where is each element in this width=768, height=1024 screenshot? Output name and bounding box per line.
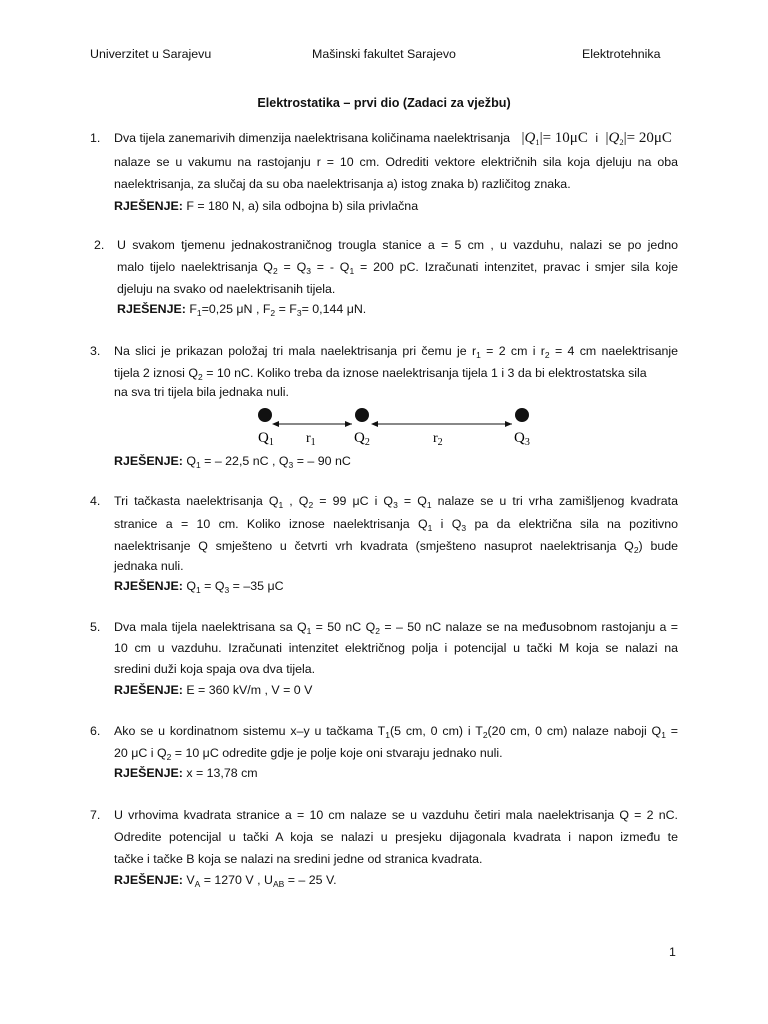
subscript: 1 <box>268 437 274 448</box>
problem-text: sredini duži koja spaja ova dva tijela. <box>114 662 316 676</box>
text-segment: = Q <box>397 494 427 508</box>
text-segment: ) bude <box>638 539 678 553</box>
text-segment: naelektrisanje Q smješteno u četvrti vrh kvadrata (smješteno nasuprot naelektrisanja Q <box>114 539 634 553</box>
subscript: 2 <box>437 437 443 448</box>
text-segment: = 200 pC. Izračunati intenzitet, pravac i smjer sila koje <box>354 260 678 274</box>
solution <box>114 575 284 597</box>
text-segment: = <box>665 724 678 738</box>
charge-q2-abs: $|Q_2|= 20\mu C$ <box>605 130 672 147</box>
label-text: r <box>433 431 438 446</box>
subscript: 1 <box>385 730 390 740</box>
solution-label: RJEŠENJE: <box>114 683 183 697</box>
page-title: Elektrostatika – prvi dio (Zadaci za vježbu) <box>257 96 511 110</box>
problem-text: Odredite potencijal u tački A koja se nalazi u presjeku dijagonala kvadrata i napon između te <box>114 830 678 844</box>
solution-text: F <box>185 302 197 316</box>
solution-label: RJEŠENJE: <box>114 454 183 468</box>
solution <box>114 869 337 891</box>
text-segment: , Q <box>283 494 309 508</box>
subscript: 2 <box>482 730 488 740</box>
problem-text: naelektrisanja, za slučaj da su oba naelektrisanja a) istog znaka b) različitog znaka. <box>114 177 571 191</box>
label-r1 <box>306 431 316 448</box>
text-segment: Na slici je prikazan položaj tri mala naelektrisanja pri čemu je r <box>114 344 477 358</box>
subscript: 1 <box>661 730 666 740</box>
subscript: 1 <box>306 626 312 636</box>
solution-text: = 0,144 μN. <box>301 302 367 316</box>
subscript: 2 <box>619 137 624 147</box>
solution-text: F = 180 N, a) sila odbojna b) sila privlačna <box>186 199 419 213</box>
solution-text: V <box>182 873 195 887</box>
text-segment: = 10 nC. Koliko treba da iznose naelektrisanja tijela 1 i 3 da bi elektrostatska sila <box>202 366 647 380</box>
problem-number: 7. <box>90 808 101 822</box>
subscript: 1 <box>535 137 540 147</box>
problem-text <box>114 340 678 362</box>
text-segment: stranice a = 10 cm. Koliko iznose naelektrisanja Q <box>114 517 428 531</box>
text-segment: = – 50 nC nalaze se na međusobnom rastojanju a = <box>380 620 678 634</box>
label-q1 <box>258 430 274 448</box>
problem-text: U svakom tjemenu jednakostraničnog trougla stanice a = 5 cm , u vazduhu, nalazi se po jedno <box>117 238 678 252</box>
solution-text: Q <box>182 454 196 468</box>
problem-text: U vrhovima kvadrata stranice a = 10 cm nalaze se u vazduhu četiri mala naelektrisanja Q = 2 nC. <box>114 808 678 822</box>
solution <box>114 195 418 217</box>
charge-value: = 20μC <box>626 130 672 146</box>
text-segment: = 50 nC Q <box>311 620 376 634</box>
problem-text <box>114 490 678 512</box>
subscript: 2 <box>272 266 278 276</box>
symbol-q: Q <box>608 130 620 146</box>
charges-figure <box>240 402 540 452</box>
label-text: Q <box>258 430 269 446</box>
text-segment: Dva tijela zanemarivih dimenzija naelektrisana količinama naelektrisanja <box>114 131 511 145</box>
text-segment: tijela 2 iznosi Q <box>114 366 199 380</box>
charge-q1-abs: $|Q_1|= 10\mu C$ <box>521 130 588 147</box>
problem-text: na sva tri tijela bila jednaka nuli. <box>114 385 289 399</box>
subscript: 3 <box>288 460 294 470</box>
solution-text: =0,25 μN , F <box>201 302 271 316</box>
problem-text <box>117 256 678 278</box>
text-segment: Ako se u kordinatnom sistemu x–y u tačkama T <box>114 724 386 738</box>
solution-text: = – 90 nC <box>293 454 351 468</box>
solution <box>117 298 366 320</box>
problem-text <box>114 720 678 742</box>
label-q3 <box>514 430 530 448</box>
text-segment: (20 cm, 0 cm) nalaze naboji Q <box>487 724 662 738</box>
charge-2-dot <box>355 408 369 422</box>
problem-number: 3. <box>90 344 101 358</box>
subscript: 2 <box>375 626 380 636</box>
text-segment: = 2 cm i r <box>480 344 545 358</box>
subscript: 2 <box>364 437 370 448</box>
subscript: 1 <box>349 266 355 276</box>
subscript: 1 <box>278 500 284 510</box>
subscript: A <box>194 879 201 889</box>
problem-number: 2. <box>94 238 105 252</box>
problem-text: djeluju na svako od naelektrisanih tijela. <box>117 282 336 296</box>
text-segment: = - Q <box>310 260 350 274</box>
solution <box>114 762 258 784</box>
problem-text <box>114 616 678 638</box>
subscript: 1 <box>196 308 202 318</box>
solution-text: = 1270 V , U <box>200 873 273 887</box>
solution-label: RJEŠENJE: <box>117 302 186 316</box>
charge-3-dot <box>515 408 529 422</box>
text-segment: = Q <box>277 260 307 274</box>
subscript: 1 <box>427 523 433 533</box>
text-segment: pa da električna sila na pozitivno <box>466 517 678 531</box>
subscript: 3 <box>524 437 530 448</box>
subscript: 1 <box>426 500 432 510</box>
header-subject: Elektrotehnika <box>582 47 661 61</box>
solution-text: x = 13,78 cm <box>182 766 258 780</box>
label-text: Q <box>354 430 365 446</box>
solution-text: = Q <box>200 579 225 593</box>
problem-text: nalaze se u vakumu na rastojanju r = 10 cm. Odrediti vektore električnih sila koja djeluju na oba <box>114 155 678 169</box>
solution-label: RJEŠENJE: <box>114 766 183 780</box>
header-faculty: Mašinski fakultet Sarajevo <box>312 47 456 61</box>
text-segment: nalaze se u tri vrha zamišljenog kvadrata <box>431 494 678 508</box>
text-segment: = 99 μC i Q <box>313 494 394 508</box>
subscript: 3 <box>306 266 311 276</box>
text-segment: (5 cm, 0 cm) i T <box>390 724 483 738</box>
subscript: 2 <box>308 500 314 510</box>
charge-value: = 10μC <box>542 130 588 146</box>
subscript: 1 <box>195 460 201 470</box>
problem-text <box>114 535 678 557</box>
subscript: 2 <box>633 545 639 555</box>
solution-label: RJEŠENJE: <box>114 873 183 887</box>
text-segment: i <box>595 131 599 145</box>
subscript: 3 <box>296 308 302 318</box>
problem-text: jednaka nuli. <box>114 559 184 573</box>
symbol-q: Q <box>524 130 536 146</box>
text-segment: malo tijelo naelektrisanja Q <box>117 260 273 274</box>
problem-number: 4. <box>90 494 101 508</box>
solution <box>114 679 312 701</box>
problem-text <box>114 742 503 764</box>
solution-text: Q <box>182 579 196 593</box>
text-segment: Tri tačkasta naelektrisanja Q <box>114 494 279 508</box>
solution-label: RJEŠENJE: <box>114 199 183 213</box>
problem-number: 1. <box>90 131 101 145</box>
solution-text: E = 360 kV/m , V = 0 V <box>182 683 313 697</box>
text-segment: = 4 cm naelektrisanje <box>549 344 678 358</box>
solution <box>114 450 351 472</box>
problem-text: tačke i tačke B koja se nalazi na sredini jedne od stranica kvadrata. <box>114 852 483 866</box>
subscript: 2 <box>544 350 550 360</box>
header-university: Univerzitet u Sarajevu <box>90 47 212 61</box>
subscript: 2 <box>270 308 276 318</box>
subscript: 1 <box>195 585 201 595</box>
label-text: r <box>306 431 311 446</box>
solution-text: = – 22,5 nC , Q <box>200 454 289 468</box>
charge-1-dot <box>258 408 272 422</box>
subscript: 2 <box>166 752 172 762</box>
problem-number: 6. <box>90 724 101 738</box>
solution-text: = F <box>275 302 297 316</box>
solution-text: = –35 μC <box>229 579 284 593</box>
label-text: Q <box>514 430 525 446</box>
subscript: 1 <box>310 437 316 448</box>
page-number: 1 <box>669 945 676 959</box>
label-r2 <box>433 431 443 448</box>
text-segment: i Q <box>432 517 462 531</box>
problem-text <box>114 513 678 535</box>
subscript: 2 <box>198 372 203 382</box>
subscript: 3 <box>461 523 467 533</box>
problem-text <box>114 127 672 149</box>
text-segment: Dva mala tijela naelektrisana sa Q <box>114 620 307 634</box>
label-q2 <box>354 430 370 448</box>
text-segment: = 10 μC odredite gdje je polje koje oni stvaraju jednako nuli. <box>171 746 503 760</box>
subscript: AB <box>272 879 285 889</box>
problem-number: 5. <box>90 620 101 634</box>
subscript: 1 <box>476 350 481 360</box>
subscript: 3 <box>393 500 398 510</box>
subscript: 3 <box>224 585 230 595</box>
solution-label: RJEŠENJE: <box>114 579 183 593</box>
solution-text: = – 25 V. <box>284 873 337 887</box>
text-segment: 20 μC i Q <box>114 746 167 760</box>
problem-text: 10 cm u vazduhu. Izračunati intenzitet električnog polja i potencijal u tački M koja se nalazi na <box>114 641 678 655</box>
